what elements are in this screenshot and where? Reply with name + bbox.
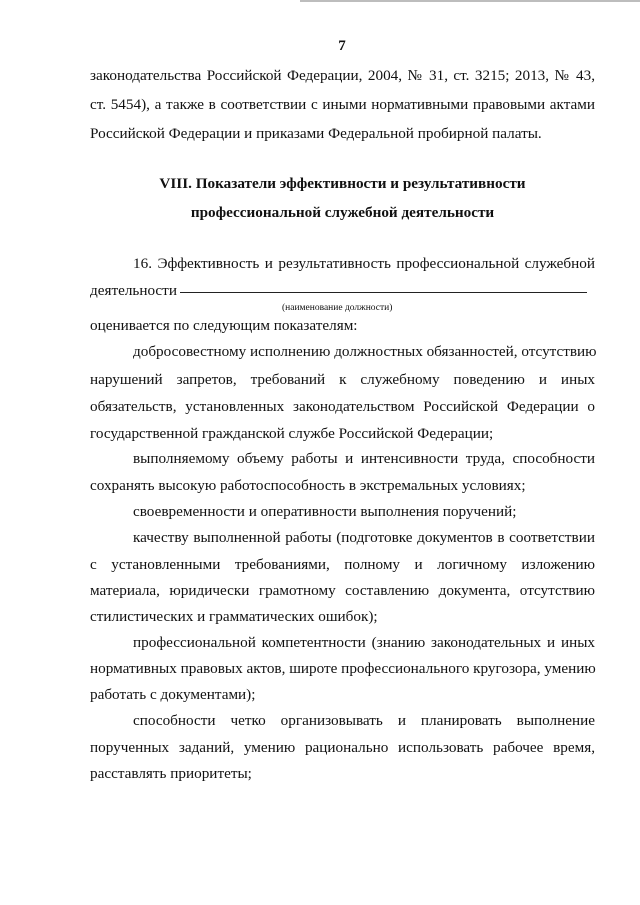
criterion-line: профессиональной компетентности (знанию законодательных и иных <box>133 634 595 651</box>
criterion-line: сохранять высокую работоспособность в экстремальных условиях; <box>90 477 526 494</box>
text-line: Российской Федерации и приказами Федеральной пробирной палаты. <box>90 125 542 142</box>
page-number: 7 <box>338 38 346 54</box>
criterion-line: нормативных правовых актов, широте профессионального кругозора, умению <box>90 660 596 677</box>
criterion-line: качеству выполненной работы (подготовке документов в соответствии <box>133 529 595 546</box>
criterion-line: с установленными требованиями, полному и логичному изложению <box>90 556 595 573</box>
text-line: законодательства Российской Федерации, 2004, № 31, ст. 3215; 2013, № 43, <box>90 67 595 84</box>
position-name-blank-field <box>180 292 587 293</box>
paragraph-16-line: деятельности <box>90 282 177 299</box>
criterion-line: обязательств, установленных законодательством Российской Федерации о <box>90 398 595 415</box>
criterion-line: работать с документами); <box>90 686 256 703</box>
criterion-line: нарушений запретов, требований к служебному поведению и иных <box>90 371 595 388</box>
criterion-line: порученных заданий, умению рационально использовать рабочее время, <box>90 739 595 756</box>
text-line: ст. 5454), а также в соответствии с иными нормативными правовыми актами <box>90 96 595 113</box>
paragraph-16-line: 16. Эффективность и результативность профессиональной служебной <box>133 255 595 272</box>
criterion-line: материала, юридически грамотному составлению документа, отсутствию <box>90 582 595 599</box>
criterion-line: расставлять приоритеты; <box>90 765 252 782</box>
section-heading-line-1: VIII. Показатели эффективности и результативности <box>159 175 526 192</box>
criterion-line: государственной гражданской службе Российской Федерации; <box>90 425 494 442</box>
top-edge-rule <box>300 0 640 2</box>
criterion-line: своевременности и оперативности выполнения поручений; <box>133 503 517 520</box>
position-name-caption: (наименование должности) <box>282 303 393 313</box>
criterion-line: способности четко организовывать и планировать выполнение <box>133 712 595 729</box>
criterion-line: добросовестному исполнению должностных обязанностей, отсутствию <box>133 343 597 360</box>
criterion-line: выполняемому объему работы и интенсивности труда, способности <box>133 450 595 467</box>
section-heading-line-2: профессиональной служебной деятельности <box>190 204 495 221</box>
criterion-line: стилистических и грамматических ошибок); <box>90 608 378 625</box>
paragraph-16-line: оценивается по следующим показателям: <box>90 317 358 334</box>
